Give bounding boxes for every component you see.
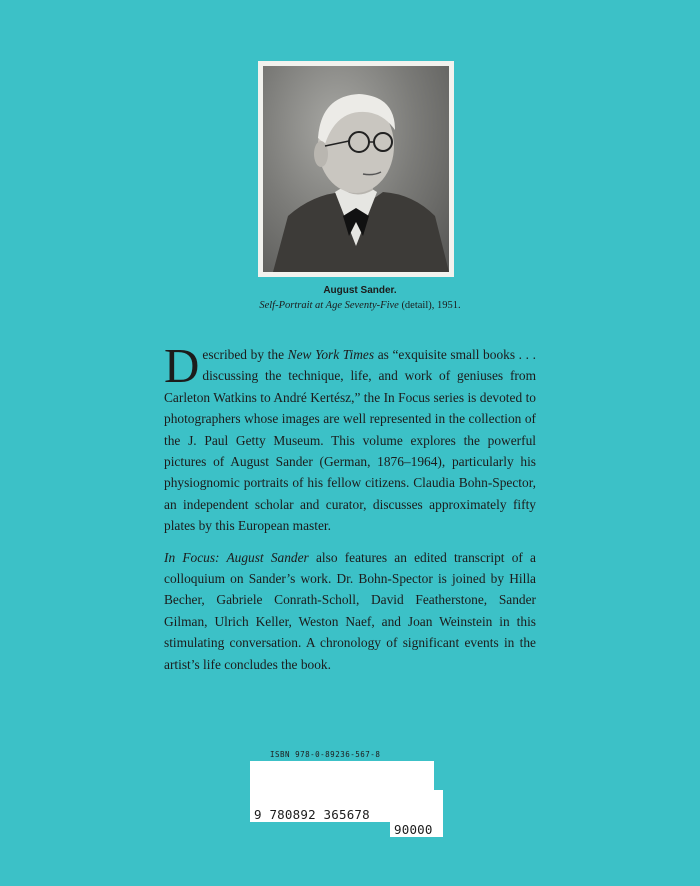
addon-barcode <box>390 790 443 837</box>
p1-text-b: as “exquisite small books . . . discussing the technique, life, and work of geniuses from Carleton Watkins to André Kertész,” the In Focus series is devoted to photographers whose images are well represented in the collection of the J. Paul Getty Museum. This volume explores the powerful pictures of August Sander (German, 1876–1964), particularly his physiognomic portraits of his fellow citizens. Claudia Bohn-Spector, an independent scholar and curator, discusses approximately fifty plates by this European master. <box>164 347 536 534</box>
p1-italic: New York Times <box>287 347 375 362</box>
p2-text-b: also features an edited transcript of a colloquium on Sander’s work. Dr. Bohn-Spector is joined by Hilla Becher, Gabriele Conrath-Scholl, David Featherstone, Sander Gilman, Ulrich Keller, Weston Naef, and Joan Weinstein in this stimulating conversation. A chronology of significant events in the artist’s life concludes the book. <box>164 549 536 672</box>
isbn-text: ISBN 978-0-89236-567-8 <box>270 750 381 759</box>
caption-title: Self-Portrait at Age Seventy-Five <box>259 300 399 311</box>
portrait-photo <box>263 66 449 272</box>
addon-bars <box>394 793 439 823</box>
caption-name: August Sander. <box>323 285 397 296</box>
caption-detail: (detail), 1951. <box>398 300 461 311</box>
addon-digits: 90000 <box>394 822 433 837</box>
p1-text-a: escribed by the <box>202 347 288 362</box>
photo-caption <box>200 283 520 313</box>
paragraph-1 <box>164 338 536 537</box>
ean-digits: 9 780892 365678 <box>254 807 370 822</box>
p2-italic: In Focus: August Sander <box>164 549 309 565</box>
description-text <box>164 338 536 685</box>
portrait-photo-frame <box>258 61 454 277</box>
paragraph-2 <box>164 547 536 675</box>
drop-cap: D <box>164 338 200 393</box>
caption-line <box>200 298 520 313</box>
portrait-illustration <box>263 66 449 272</box>
